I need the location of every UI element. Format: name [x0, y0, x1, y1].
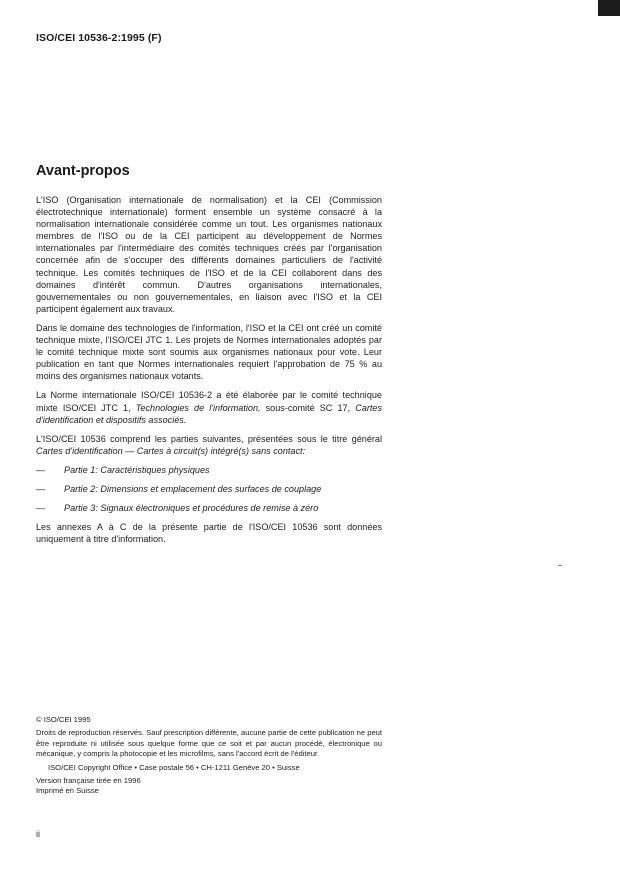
document-header: ISO/CEI 10536-2:1995 (F) — [36, 32, 162, 44]
copyright-office-address: ISO/CEI Copyright Office • Case postale 56 • CH-1211 Genève 20 • Suisse — [48, 762, 300, 772]
printed-note: Imprimé en Suisse — [36, 786, 99, 796]
copyright-block — [36, 715, 382, 797]
page-number: ii — [36, 829, 40, 839]
version-note: Version française tirée en 1996 — [36, 776, 141, 786]
foreword-body — [36, 194, 382, 552]
list-item — [36, 464, 382, 476]
list-item — [36, 483, 382, 495]
parts-list — [36, 464, 382, 514]
section-title: Avant-propos — [36, 163, 130, 179]
part-3-title: Partie 3: Signaux électroniques et procédures de remise à zéro — [64, 503, 319, 514]
list-item — [36, 502, 382, 514]
part-2-title: Partie 2: Dimensions et emplacement des surfaces de couplage — [64, 483, 322, 494]
paragraph-parts-intro: L'ISO/CEI 10536 comprend les parties suivantes, présentées sous le titre général Cartes d'identification — Cartes à circuit(s) intégré(s) sans contact: — [36, 433, 382, 456]
part-1-title: Partie 1: Caractéristiques physiques — [64, 464, 210, 475]
paragraph-elaboration: La Norme internationale ISO/CEI 10536-2 a été élaborée par le comité technique mixte ISO/CEI JTC 1, Technologies de l'information, sous-comité SC 17, Cartes d'identification et dispositifs associés. — [36, 390, 382, 425]
paragraph-jtc1: Dans le domaine des technologies de l'information, l'ISO et la CEI ont créé un comité technique mixte, l'ISO/CEI JTC 1. Les projets de Normes internationales adoptés par le comité technique mixte sont soumis aux organismes nationaux pour vote. Leur publication en tant que Normes internationales requiert l'approbation de 75 % au moins des organismes nationaux votants. — [36, 322, 382, 382]
dash-marker: — — [36, 464, 46, 475]
paragraph-annexes: Les annexes A à C de la présente partie de l'ISO/CEI 10536 sont données uniquement à titre d'information. — [36, 522, 382, 545]
paragraph-organisations: L'ISO (Organisation internationale de normalisation) et la CEI (Commission électrotechnique internationale) forment ensemble un système consacré à la normalisation internationale considérée comme un tout. Les organismes nationaux membres de l'ISO ou de la CEI participent au développement de Normes internationales par l'intermédiaire des comités techniques créés par l'organisation concernée afin de s'occuper des différents domaines particuliers de l'activité technique. Les comités techniques de l'ISO et de la CEI collaborent dans des domaines d'intérêt commun. D'autres organisations internationales, gouvernementales ou non gouvernementales, en liaison avec l'ISO et la CEI participent également aux travaux. — [36, 195, 382, 314]
dash-marker: — — [36, 503, 46, 514]
dash-marker: — — [36, 483, 46, 494]
scan-corner-mark — [598, 0, 620, 16]
scan-artifact — [558, 565, 562, 566]
rights-notice: Droits de reproduction réservés. Sauf prescription différente, aucune partie de cette publication ne peut être reproduite ni utilisée sous quelque forme que ce soit et par aucun procédé, électronique ou mécanique, y compris la photocopie et les microfilms, sans l'accord écrit de l'éditeur. — [36, 728, 383, 759]
copyright-line: © ISO/CEI 1995 — [36, 715, 91, 724]
